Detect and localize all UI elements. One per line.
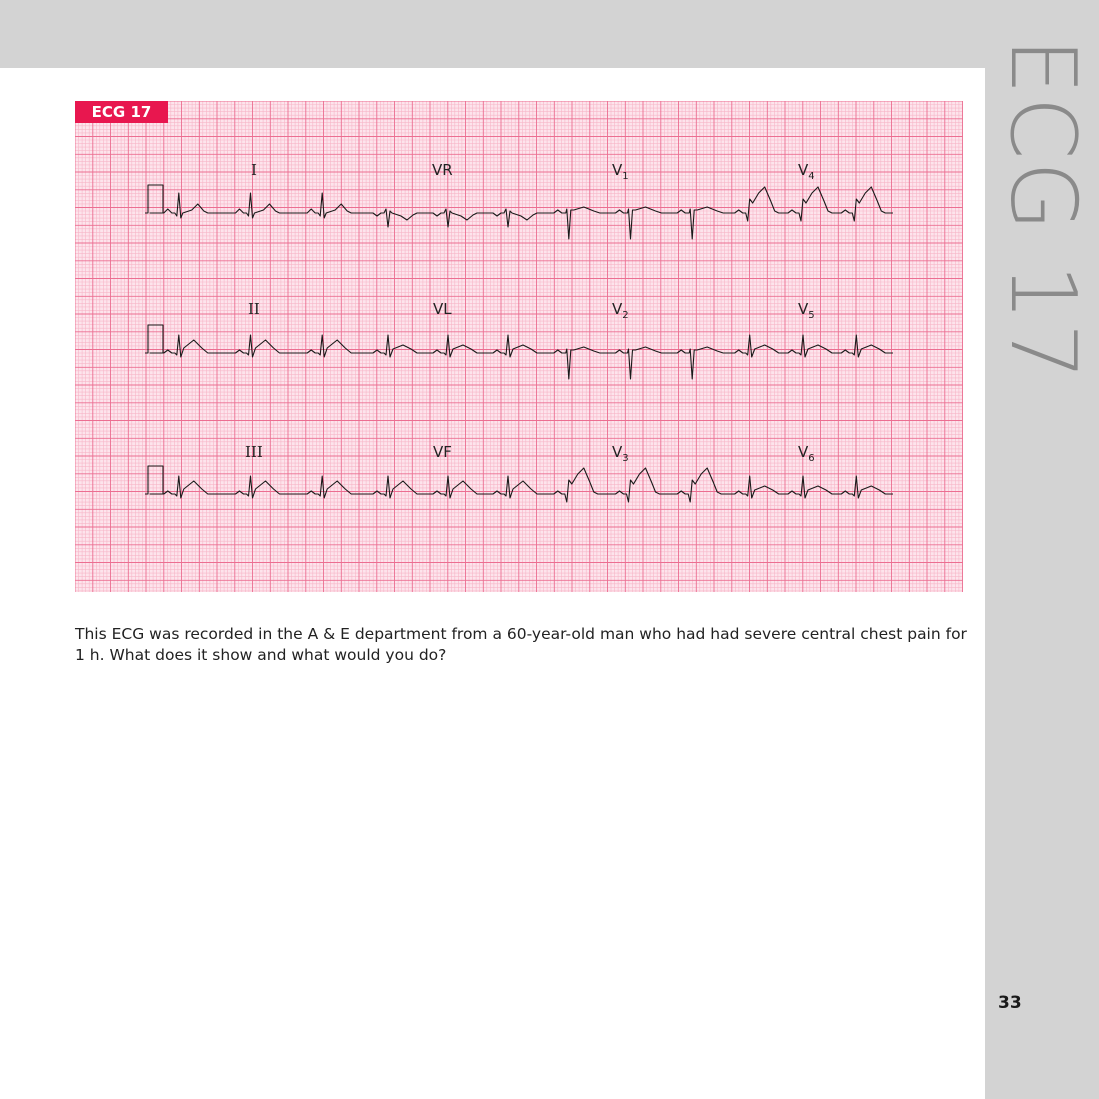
- ecg-figure-tag: ECG 17: [75, 101, 168, 123]
- lead-label-vf: VF: [433, 443, 452, 461]
- lead-label-v5: $V_5$: [798, 300, 815, 321]
- lead-label-ii: II: [248, 300, 260, 318]
- lead-label-vr: VR: [432, 161, 453, 179]
- lead-label-iii: III: [245, 443, 263, 461]
- ecg-figure: [75, 101, 963, 592]
- page-number: 33: [998, 993, 1022, 1013]
- lead-label-vl: VL: [433, 300, 452, 318]
- lead-label-v4: $V_4$: [798, 161, 815, 182]
- lead-label-i: I: [251, 161, 257, 179]
- figure-caption: This ECG was recorded in the A & E department from a 60-year-old man who had had severe central chest pain for 1 h. What does it show and what would you do?: [75, 625, 967, 664]
- ecg-grid-and-traces: [75, 101, 963, 592]
- side-chapter-title: ECG 17: [990, 37, 1095, 383]
- lead-label-v3: $V_3$: [612, 443, 629, 464]
- lead-label-v1: $V_1$: [612, 161, 629, 182]
- top-gray-band: [0, 0, 1099, 68]
- lead-label-v2: $V_2$: [612, 300, 629, 321]
- lead-label-v6: $V_6$: [798, 443, 815, 464]
